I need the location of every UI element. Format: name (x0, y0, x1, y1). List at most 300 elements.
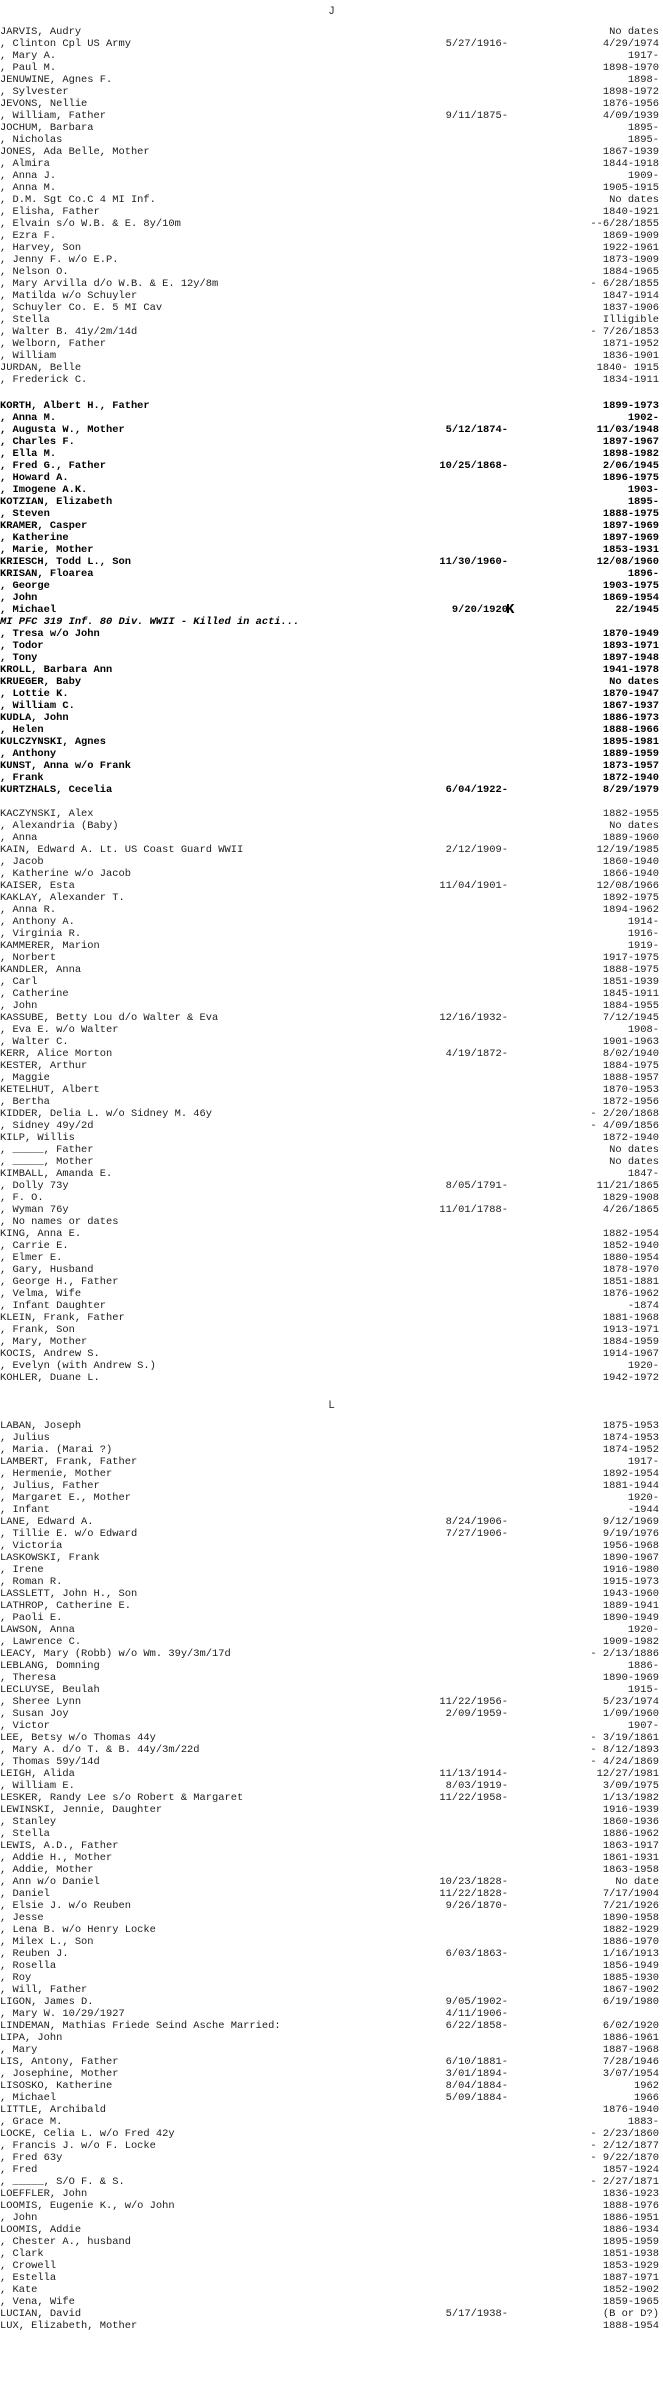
register-entry (0, 616, 663, 628)
register-entry (0, 496, 663, 508)
entry-name: , Ella M. (0, 448, 57, 460)
register-entry (0, 1120, 663, 1132)
entry-dates: 1884-1975 (602, 1060, 659, 1072)
entry-dates: 12/08/1966 (596, 880, 659, 892)
entry-birth-date: 4/19/1872- (445, 1048, 508, 1060)
register-entry (0, 1360, 663, 1372)
register-entry (0, 374, 663, 386)
register-entry (0, 1300, 663, 1312)
entry-dates: 8/29/1979 (602, 784, 659, 796)
register-entry (0, 1144, 663, 1156)
entry-name: , Stella (0, 314, 50, 326)
entry-name: , Addie H., Mother (0, 1852, 113, 1864)
entry-name: , Irene (0, 1564, 44, 1576)
entry-dates: 1890-1969 (602, 1672, 659, 1684)
entry-name: , Walter B. 41y/2m/14d (0, 326, 138, 338)
entry-birth-date: 9/05/1902- (445, 1996, 508, 2008)
entry-name: , George H., Father (0, 1276, 119, 1288)
entry-dates: 1847- (627, 1168, 659, 1180)
entry-name: KORTH, Albert H., Father (0, 400, 150, 412)
entry-birth-date: 3/01/1894- (445, 2068, 508, 2080)
entry-name: JURDAN, Belle (0, 362, 82, 374)
register-entry (0, 508, 663, 520)
entry-name: LUCIAN, David (0, 2308, 82, 2320)
entry-name: KIDDER, Delia L. w/o Sidney M. 46y (0, 1108, 213, 1120)
entry-name: , Sheree Lynn (0, 1696, 82, 1708)
entry-name: KRAMER, Casper (0, 520, 88, 532)
entry-dates: 1863-1917 (602, 1840, 659, 1852)
entry-name: , _____, Mother (0, 1156, 94, 1168)
entry-dates: 1908- (627, 1024, 659, 1036)
entry-name: KASSUBE, Betty Lou d/o Walter & Eva (0, 1012, 219, 1024)
register-entry (0, 2284, 663, 2296)
entry-dates: 1872-1940 (602, 772, 659, 784)
entry-dates: 1895-1981 (602, 736, 659, 748)
entry-name: , Francis J. w/o F. Locke (0, 2140, 156, 2152)
register-entry (0, 844, 663, 856)
register-entry (0, 2152, 663, 2164)
entry-dates: 1840- 1915 (596, 362, 659, 374)
entry-name: , Ezra F. (0, 230, 57, 242)
entry-dates: 1962 (634, 2080, 659, 2092)
entry-dates: 6/02/1920 (602, 2020, 659, 2032)
register-entry (0, 1972, 663, 1984)
entry-dates: 1872-1956 (602, 1096, 659, 1108)
entry-dates: 1905-1915 (602, 182, 659, 194)
entry-name: , Michael (0, 2092, 57, 2104)
entry-name: LESKER, Randy Lee s/o Robert & Margaret (0, 1792, 244, 1804)
register-entry (0, 1252, 663, 1264)
register-entry (0, 1912, 663, 1924)
register-entry (0, 1420, 663, 1432)
register-entry (0, 326, 663, 338)
entry-name: , Mary A. (0, 50, 57, 62)
register-entry (0, 1852, 663, 1864)
register-entry (0, 592, 663, 604)
entry-dates: 12/27/1981 (596, 1768, 659, 1780)
register-entry (0, 1372, 663, 1384)
register-entry (0, 868, 663, 880)
entry-name: JOCHUM, Barbara (0, 122, 94, 134)
entry-name: , Maria. (Marai ?) (0, 1444, 113, 1456)
entry-birth-date: 6/22/1858- (445, 2020, 508, 2032)
register-entry (0, 1672, 663, 1684)
entry-name: , Victor (0, 1720, 50, 1732)
register-entry (0, 1492, 663, 1504)
section-j-entries (0, 26, 663, 386)
entry-dates: 1836-1923 (602, 2188, 659, 2200)
entry-dates: - 9/22/1870 (590, 2152, 659, 2164)
entry-dates: 1897-1969 (602, 532, 659, 544)
entry-dates: 1895- (627, 496, 659, 508)
entry-dates: 1886-1961 (602, 2032, 659, 2044)
entry-dates: 1888-1954 (602, 2320, 659, 2332)
entry-name: KAMMERER, Marion (0, 940, 100, 952)
register-entry (0, 2320, 663, 2332)
register-entry (0, 1828, 663, 1840)
register-entry (0, 314, 663, 326)
entry-dates: 1888-1976 (602, 2200, 659, 2212)
register-entry (0, 2176, 663, 2188)
register-entry (0, 1576, 663, 1588)
entry-name: KUNST, Anna w/o Frank (0, 760, 131, 772)
entry-birth-date: 6/03/1863- (445, 1948, 508, 1960)
entry-name: , Alexandria (Baby) (0, 820, 119, 832)
register-entry (0, 182, 663, 194)
register-entry (0, 892, 663, 904)
entry-name: , Mary A. d/o T. & B. 44y/3m/22d (0, 1744, 200, 1756)
entry-dates: 1851-1938 (602, 2248, 659, 2260)
register-entry (0, 1936, 663, 1948)
register-entry (0, 1504, 663, 1516)
entry-name: , Frank, Son (0, 1324, 75, 1336)
entry-birth-date: 2/09/1959- (445, 1708, 508, 1720)
register-entry (0, 1432, 663, 1444)
register-entry (0, 556, 663, 568)
register-entry (0, 1684, 663, 1696)
entry-dates: 1878-1970 (602, 1264, 659, 1276)
register-entry (0, 1096, 663, 1108)
entry-name: KESTER, Arthur (0, 1060, 88, 1072)
entry-dates: No date (615, 1876, 659, 1888)
entry-dates: 1870-1949 (602, 628, 659, 640)
entry-name: , Marie, Mother (0, 544, 94, 556)
entry-name: KULCZYNSKI, Agnes (0, 736, 107, 748)
entry-name: KOTZIAN, Elizabeth (0, 496, 113, 508)
entry-name: LAMBERT, Frank, Father (0, 1456, 138, 1468)
register-entry (0, 1216, 663, 1228)
register-entry (0, 2224, 663, 2236)
register-entry (0, 748, 663, 760)
entry-name: , Jesse (0, 1912, 44, 1924)
entry-name: LOEFFLER, John (0, 2188, 88, 2200)
entry-name: , Anna M. (0, 412, 57, 424)
entry-dates: 1895- (627, 122, 659, 134)
register-entry (0, 1168, 663, 1180)
entry-dates: 1861-1931 (602, 1852, 659, 1864)
register-entry (0, 676, 663, 688)
entry-name: KETELHUT, Albert (0, 1084, 100, 1096)
entry-dates: 1943-1960 (602, 1588, 659, 1600)
entry-dates: 1867-1902 (602, 1984, 659, 1996)
register-entry (0, 604, 663, 616)
register-entry (0, 580, 663, 592)
entry-dates: 1885-1930 (602, 1972, 659, 1984)
entry-dates: 1902- (627, 412, 659, 424)
register-entry (0, 400, 663, 412)
entry-birth-date: 8/24/1906- (445, 1516, 508, 1528)
entry-name: , Crowell (0, 2260, 57, 2272)
register-entry (0, 772, 663, 784)
entry-dates: 7/12/1945 (602, 1012, 659, 1024)
register-entry (0, 1624, 663, 1636)
register-entry (0, 2008, 663, 2020)
entry-name: MI PFC 319 Inf. 80 Div. WWII - Killed in acti... (0, 616, 300, 628)
register-entry (0, 424, 663, 436)
register-entry (0, 1924, 663, 1936)
entry-dates: 1869-1954 (602, 592, 659, 604)
register-entry (0, 98, 663, 110)
entry-dates: 1876-1962 (602, 1288, 659, 1300)
entry-name: , _____, S/O F. & S. (0, 2176, 125, 2188)
entry-dates: 1897-1967 (602, 436, 659, 448)
entry-dates: 8/02/1940 (602, 1048, 659, 1060)
entry-name: , Jacob (0, 856, 44, 868)
register-entry (0, 2212, 663, 2224)
entry-dates: 1886-1951 (602, 2212, 659, 2224)
register-entry (0, 1108, 663, 1120)
entry-birth-date: 11/13/1914- (439, 1768, 508, 1780)
entry-dates: 1852-1940 (602, 1240, 659, 1252)
entry-name: , _____, Father (0, 1144, 94, 1156)
entry-dates: 1866-1940 (602, 868, 659, 880)
entry-dates: 1882-1955 (602, 808, 659, 820)
register-entry (0, 976, 663, 988)
entry-birth-date: 10/25/1868- (439, 460, 508, 472)
entry-dates: 9/12/1969 (602, 1516, 659, 1528)
register-entry (0, 448, 663, 460)
entry-dates: 1836-1901 (602, 350, 659, 362)
entry-name: , Clark (0, 2248, 44, 2260)
entry-dates: 1889-1960 (602, 832, 659, 844)
entry-dates: - 4/09/1856 (590, 1120, 659, 1132)
entry-name: , Mary, Mother (0, 1336, 88, 1348)
register-entry (0, 2068, 663, 2080)
entry-dates: 1856-1949 (602, 1960, 659, 1972)
entry-dates: 1851-1939 (602, 976, 659, 988)
entry-name: , Imogene A.K. (0, 484, 88, 496)
entry-dates: 1889-1959 (602, 748, 659, 760)
register-entry (0, 1540, 663, 1552)
register-entry (0, 472, 663, 484)
entry-name: , Anna J. (0, 170, 57, 182)
entry-dates: 3/07/1954 (602, 2068, 659, 2080)
entry-name: LINDEMAN, Mathias Friede Seind Asche Married: (0, 2020, 281, 2032)
register-entry (0, 736, 663, 748)
register-entry (0, 784, 663, 796)
entry-birth-date: 8/03/1919- (445, 1780, 508, 1792)
entry-name: LIGON, James D. (0, 1996, 94, 2008)
entry-dates: 1903-1975 (602, 580, 659, 592)
entry-dates: 1840-1921 (602, 206, 659, 218)
register-entry (0, 110, 663, 122)
register-entry (0, 2236, 663, 2248)
entry-name: KACZYNSKI, Alex (0, 808, 94, 820)
register-entry (0, 134, 663, 146)
entry-name: , Michael (0, 604, 57, 616)
entry-dates: 11/21/1865 (596, 1180, 659, 1192)
entry-name: , No names or dates (0, 1216, 119, 1228)
entry-dates: No dates (609, 1144, 659, 1156)
entry-dates: 1892-1975 (602, 892, 659, 904)
register-entry (0, 1036, 663, 1048)
register-entry (0, 1960, 663, 1972)
register-entry (0, 700, 663, 712)
entry-name: KLEIN, Frank, Father (0, 1312, 125, 1324)
entry-dates: 1834-1911 (602, 374, 659, 386)
entry-dates: 1873-1909 (602, 254, 659, 266)
entry-name: , Augusta W., Mother (0, 424, 125, 436)
entry-name: , William C. (0, 700, 75, 712)
register-entry (0, 880, 663, 892)
entry-name: KAKLAY, Alexander T. (0, 892, 125, 904)
entry-dates: 1886- (627, 1660, 659, 1672)
entry-name: , Tillie E. w/o Edward (0, 1528, 138, 1540)
entry-name: , Fred 63y (0, 2152, 63, 2164)
register-entry (0, 2260, 663, 2272)
entry-name: JENUWINE, Agnes F. (0, 74, 113, 86)
register-entry (0, 2032, 663, 2044)
entry-birth-date: 8/04/1884- (445, 2080, 508, 2092)
entry-dates: 1860-1936 (602, 1816, 659, 1828)
entry-name: KRIESCH, Todd L., Son (0, 556, 131, 568)
entry-name: , Anthony A. (0, 916, 75, 928)
entry-birth-date: 6/10/1881- (445, 2056, 508, 2068)
register-entry (0, 1948, 663, 1960)
register-entry (0, 1816, 663, 1828)
entry-name: LEWIS, A.D., Father (0, 1840, 119, 1852)
entry-name: , Helen (0, 724, 44, 736)
entry-name: , Harvey, Son (0, 242, 82, 254)
entry-dates: - 3/19/1861 (590, 1732, 659, 1744)
entry-dates: 1893-1971 (602, 640, 659, 652)
entry-dates: 1875-1953 (602, 1420, 659, 1432)
entry-birth-date: 2/12/1909- (445, 844, 508, 856)
entry-name: , Victoria (0, 1540, 63, 1552)
entry-dates: 1897-1948 (602, 652, 659, 664)
register-entry (0, 1072, 663, 1084)
entry-name: KILP, Willis (0, 1132, 75, 1144)
register-entry (0, 1516, 663, 1528)
entry-dates: No dates (609, 676, 659, 688)
entry-name: , Vena, Wife (0, 2296, 75, 2308)
register-entry (0, 122, 663, 134)
entry-dates: 6/19/1980 (602, 1996, 659, 2008)
entry-name: , Elmer E. (0, 1252, 63, 1264)
register-entry (0, 338, 663, 350)
register-entry (0, 1180, 663, 1192)
entry-dates: 1890-1949 (602, 1612, 659, 1624)
entry-dates: 1920- (627, 1360, 659, 1372)
entry-name: , Lena B. w/o Henry Locke (0, 1924, 156, 1936)
entry-dates: - 2/12/1877 (590, 2140, 659, 2152)
entry-dates: 1886-1934 (602, 2224, 659, 2236)
entry-dates: 1886-1970 (602, 1936, 659, 1948)
register-entry (0, 362, 663, 374)
register-entry (0, 2128, 663, 2140)
entry-dates: 1857-1924 (602, 2164, 659, 2176)
entry-dates: 12/08/1960 (596, 556, 659, 568)
register-entry (0, 2080, 663, 2092)
entry-dates: 1859-1965 (602, 2296, 659, 2308)
entry-dates: 9/19/1976 (602, 1528, 659, 1540)
register-entry (0, 1732, 663, 1744)
entry-birth-date: 11/22/1958- (439, 1792, 508, 1804)
entry-name: , Catherine (0, 988, 69, 1000)
section-k-entries (0, 808, 663, 1384)
entry-dates: 1881-1968 (602, 1312, 659, 1324)
entry-name: , Norbert (0, 952, 57, 964)
register-entry (0, 1228, 663, 1240)
register-entry (0, 2044, 663, 2056)
entry-dates: 4/26/1865 (602, 1204, 659, 1216)
entry-birth-date: 10/23/1828- (439, 1876, 508, 1888)
register-entry (0, 436, 663, 448)
entry-name: , Almira (0, 158, 50, 170)
register-entry (0, 1288, 663, 1300)
entry-dates: 1895-1959 (602, 2236, 659, 2248)
entry-dates: 1915- (627, 1684, 659, 1696)
entry-name: LISOSKO, Katherine (0, 2080, 113, 2092)
entry-dates: 1903- (627, 484, 659, 496)
entry-dates: Illigible (602, 314, 659, 326)
entry-name: , Grace M. (0, 2116, 63, 2128)
entry-dates: - 7/26/1853 (590, 326, 659, 338)
entry-dates: 1894-1962 (602, 904, 659, 916)
entry-dates: 7/28/1946 (602, 2056, 659, 2068)
entry-dates: 1/16/1913 (602, 1948, 659, 1960)
entry-name: , Elsie J. w/o Reuben (0, 1900, 131, 1912)
register-entry (0, 158, 663, 170)
entry-dates: 1869-1909 (602, 230, 659, 242)
entry-dates: 5/23/1974 (602, 1696, 659, 1708)
register-entry (0, 74, 663, 86)
entry-name: , Elvain s/o W.B. & E. 8y/10m (0, 218, 181, 230)
register-entry (0, 1744, 663, 1756)
entry-name: , Daniel (0, 1888, 50, 1900)
entry-dates: 1917-1975 (602, 952, 659, 964)
entry-birth-date: 7/27/1906- (445, 1528, 508, 1540)
entry-dates: 1898-1972 (602, 86, 659, 98)
entry-dates: 1901-1963 (602, 1036, 659, 1048)
register-entry (0, 1528, 663, 1540)
entry-dates: 1874-1952 (602, 1444, 659, 1456)
entry-name: LOOMIS, Eugenie K., w/o John (0, 2200, 175, 2212)
register-entry (0, 2188, 663, 2200)
entry-name: , John (0, 592, 38, 604)
entry-name: KING, Anna E. (0, 1228, 82, 1240)
entry-name: , Theresa (0, 1672, 57, 1684)
entry-dates: 1920- (627, 1624, 659, 1636)
entry-name: , Katherine (0, 532, 69, 544)
register-entry (0, 254, 663, 266)
entry-dates: 1884-1959 (602, 1336, 659, 1348)
entry-name: , Anna (0, 832, 38, 844)
register-entry (0, 544, 663, 556)
entry-dates: 1882-1954 (602, 1228, 659, 1240)
entry-dates: 1941-1978 (602, 664, 659, 676)
entry-birth-date: 5/17/1938- (445, 2308, 508, 2320)
entry-name: , Roman R. (0, 1576, 63, 1588)
entry-birth-date: 9/20/1920 (451, 604, 508, 616)
register-entry (0, 964, 663, 976)
entry-name: , Rosella (0, 1960, 57, 1972)
register-entry (0, 266, 663, 278)
entry-name: , Steven (0, 508, 50, 520)
margin-mark: K (506, 602, 515, 618)
entry-name: , Julius, Father (0, 1480, 100, 1492)
register-entry (0, 1660, 663, 1672)
entry-dates: - 4/24/1869 (590, 1756, 659, 1768)
entry-name: , Frederick C. (0, 374, 88, 386)
entry-name: , Anna R. (0, 904, 57, 916)
register-entry (0, 1000, 663, 1012)
entry-name: LOCKE, Celia L. w/o Fred 42y (0, 2128, 175, 2140)
register-entry (0, 1600, 663, 1612)
entry-dates: 1883- (627, 2116, 659, 2128)
entry-dates: 1888-1957 (602, 1072, 659, 1084)
entry-birth-date: 11/22/1956- (439, 1696, 508, 1708)
